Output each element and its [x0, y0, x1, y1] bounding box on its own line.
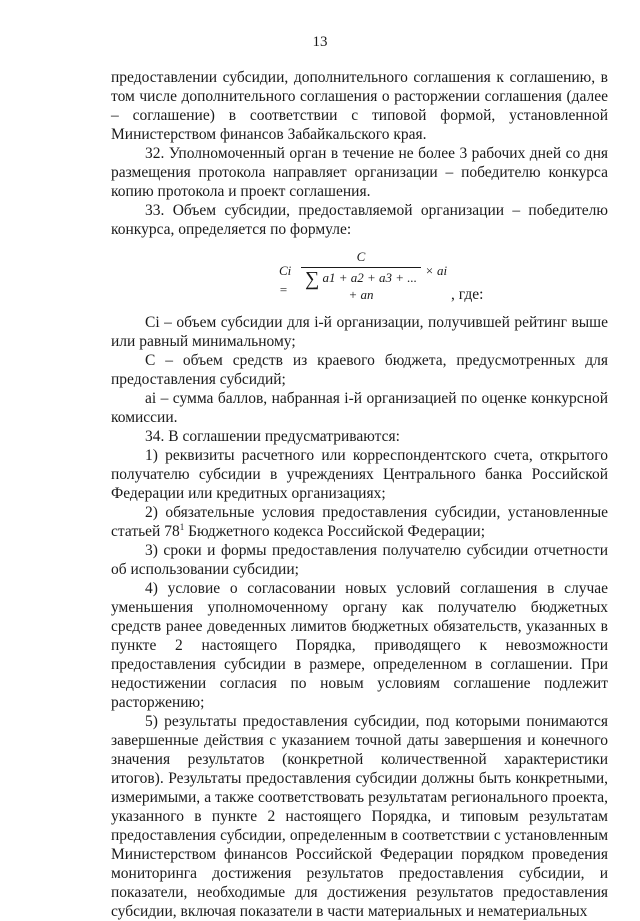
paragraph-33: 33. Объем субсидии, предоставляемой организации – победителю конкурса, определяется по формуле:: [111, 202, 608, 238]
paragraph-34-5: 5) результаты предоставления субсидии, под которыми понимаются завершенные действия с указанием точной даты завершения и конечного значения результатов (конкретной количественной характеристики итогов). Результаты предоставления субсидии должны быть конкретными, измеримыми, а также соответствовать результатам регионального проекта, указанного в пункте 2 настоящего Порядка, и типовым результатам предоставления субсидии, определенным в соответствии с установленным Министерством финансов Российской Федерации порядком проведения мониторинга достижения результатов предоставления субсидии, и показатели, необходимые для достижения результатов предоставления субсидии, включая показатели в части материальных и нематериальных: [111, 713, 608, 920]
definition-ai: ai – сумма баллов, набранная i-й организацией по оценке конкурсной комиссии.: [111, 390, 608, 426]
page-number: 13: [312, 34, 328, 50]
formula-numerator: C: [356, 249, 366, 264]
document-body: [111, 68, 608, 921]
paragraph-34: 34. В соглашении предусматриваются:: [145, 428, 400, 445]
subsidy-formula: [111, 249, 608, 309]
formula-rhs: × ai: [425, 263, 448, 278]
paragraph-34-4: 4) условие о согласовании новых условий соглашения в случае уменьшения уполномоченному органу как получателю бюджетных средств ранее доведенных лимитов бюджетных обязательств, указанных в пункте 2 настоящего Порядка, приводящего к невозможности предоставления субсидии в размере, определенном в соглашении. При недостижении согласия по новым условиям соглашение подлежит расторжению;: [111, 580, 608, 711]
formula-denominator-wrap: [301, 270, 421, 303]
paragraph-34-3: 3) сроки и формы предоставления получателю субсидии отчетности об использовании субсидии;: [111, 542, 608, 578]
definition-ci: Ci – объем субсидии для i-й организации, получившей рейтинг выше или равный минимальному;: [111, 314, 608, 350]
paragraph-34-2-text: 2) обязательные условия предоставления субсидии, установленные статьей 78: [111, 504, 608, 540]
sigma-symbol: ∑: [304, 268, 320, 290]
formula-where: , где:: [451, 286, 484, 303]
paragraph-32: 32. Уполномоченный орган в течение не более 3 рабочих дней со дня размещения протокола направляет организации – победителю конкурса копию протокола и проект соглашения.: [111, 145, 608, 200]
paragraph-intro: предоставлении субсидии, дополнительного соглашения к соглашению, в том числе дополнительного соглашения о расторжении соглашения (далее – соглашение) в соответствии с типовой формой, установленной Министерством финансов Забайкальского края.: [111, 69, 608, 143]
article-superscript: 1: [179, 521, 185, 532]
formula-fraction: [301, 249, 421, 303]
definition-c: C – объем средств из краевого бюджета, предусмотренных для предоставления субсидий;: [111, 352, 608, 388]
formula-lhs: Ci =: [279, 263, 292, 297]
paragraph-34-2-tail: Бюджетного кодекса Российской Федерации;: [184, 523, 486, 540]
paragraph-34-1: 1) реквизиты расчетного или корреспондентского счета, открытого получателю субсидии в учреждениях Центрального банка Российской Федерации или кредитных организациях;: [111, 447, 608, 502]
formula-denominator: a1 + a2 + a3 + ... + an: [322, 270, 418, 302]
paragraph-34-2: [111, 503, 608, 541]
